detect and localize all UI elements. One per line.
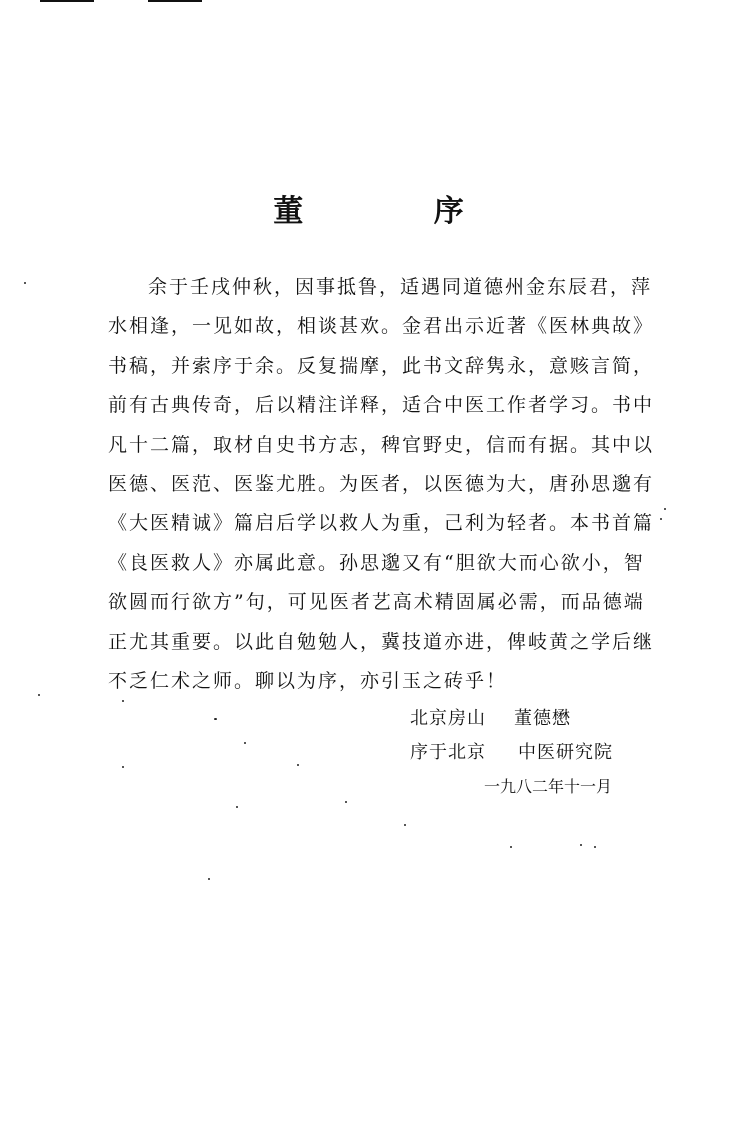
- scan-speck: [208, 878, 210, 880]
- page-title: 董 序: [273, 194, 524, 229]
- body-line: 凡十二篇，取材自史书方志，稗官野史，信而有据。其中以: [108, 433, 655, 456]
- top-rule-right: [148, 0, 202, 2]
- body-line: 欲圆而行欲方”句，可见医者艺高术精固属必需，而品德端: [108, 591, 645, 614]
- preface-body: [108, 268, 676, 701]
- body-line: 不乏仁术之师。聊以为序，亦引玉之砖乎！: [108, 669, 508, 692]
- scan-speck: [404, 824, 406, 826]
- scan-speck: [38, 694, 40, 696]
- signature-written-at: 序于北京: [410, 742, 486, 763]
- scan-speck: [510, 846, 512, 848]
- body-line: 医德、医范、医鉴尤胜。为医者，以医德为大，唐孙思邈有: [108, 472, 655, 495]
- scan-speck: [580, 844, 582, 846]
- body-line: 《大医精诚》篇启后学以救人为重，己利为轻者。本书首篇: [108, 512, 655, 535]
- scan-speck: [660, 518, 662, 520]
- scan-speck: [664, 508, 666, 510]
- scan-speck: [122, 700, 124, 702]
- body-line: 正尤其重要。以此自勉勉人，冀技道亦进，俾岐黄之学后继: [108, 630, 655, 653]
- scan-speck: [594, 846, 596, 848]
- body-line: 水相逢，一见如故，相谈甚欢。金君出示近著《医林典故》: [108, 315, 655, 338]
- signature-date: 一九八二年十一月: [484, 777, 613, 796]
- scan-speck: [236, 806, 238, 808]
- scan-speck: [122, 766, 124, 768]
- scan-speck: [244, 742, 246, 744]
- scan-speck: [214, 718, 217, 720]
- body-line: 余于壬戌仲秋，因事抵鲁，适遇同道德州金东辰君，萍: [148, 276, 653, 298]
- scan-speck: [297, 764, 299, 766]
- signature-name: 董德懋: [514, 708, 571, 729]
- body-line: 书稿，并索序于余。反复揣摩，此书文辞隽永，意赅言简，: [108, 354, 655, 377]
- top-rule-left: [40, 0, 94, 2]
- body-line: 前有古典传奇，后以精注详释，适合中医工作者学习。书中: [108, 394, 655, 417]
- scan-speck: [24, 282, 26, 284]
- signature-institution: 中医研究院: [518, 742, 613, 763]
- body-line: 《良医救人》亦属此意。孙思邈又有“胆欲大而心欲小，智: [108, 551, 645, 574]
- signature-place: 北京房山: [410, 708, 486, 729]
- scan-speck: [345, 801, 347, 803]
